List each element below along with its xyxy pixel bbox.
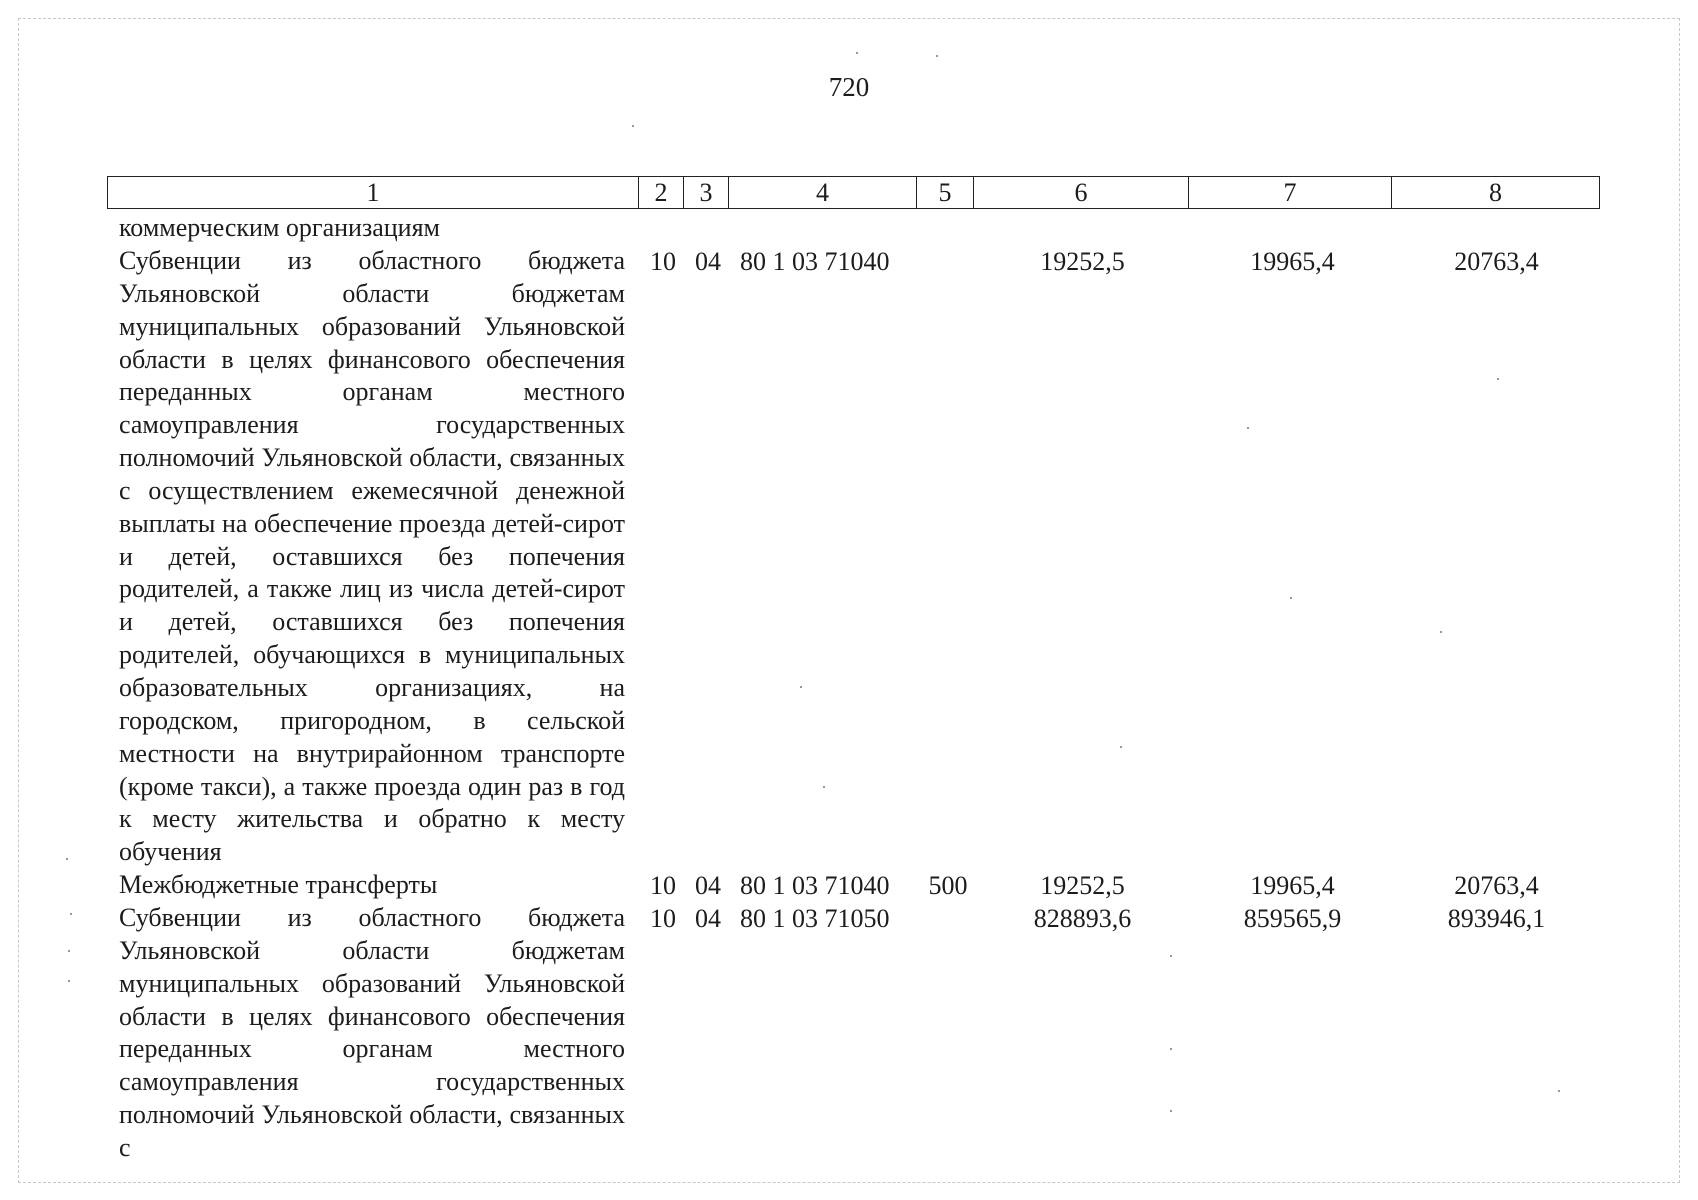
column-header: 1: [108, 177, 639, 209]
row-code-target: 80 1 03 71050: [740, 904, 890, 933]
scan-speck: [70, 913, 72, 915]
scan-speck: [936, 55, 938, 57]
row-code-section: 10: [650, 904, 676, 933]
row-value-col6: 828893,6: [1033, 904, 1132, 933]
scan-speck: [1170, 955, 1172, 957]
column-header: 4: [729, 177, 917, 209]
scan-speck: [1170, 1110, 1172, 1112]
column-header: 5: [917, 177, 974, 209]
row-name: Субвенции из областного бюджета Ульяновской области бюджетам муниципальных образований Ульяновской области в целях финансового обеспечения переданных органам местного самоуправления государственных полномочий Ульяновской области, связанных с: [119, 903, 625, 1162]
row-value-col8: 20763,4: [1454, 247, 1539, 276]
row-value-col7: 859565,9: [1243, 904, 1342, 933]
column-header: 8: [1392, 177, 1600, 209]
row-name: коммерческим организациям: [119, 213, 441, 242]
scan-speck: [800, 686, 802, 688]
column-header-table: [107, 176, 1600, 209]
row-code-target: 80 1 03 71040: [740, 247, 890, 276]
scan-speck: [1120, 746, 1122, 748]
scan-speck: [856, 52, 858, 54]
scan-speck: [1440, 631, 1442, 633]
scan-speck: [66, 858, 68, 860]
scan-speck: [1247, 427, 1249, 429]
row-value-col6: 19252,5: [1040, 247, 1125, 276]
scan-speck: [1497, 378, 1499, 380]
column-header-row: [108, 177, 1600, 209]
scan-speck: [632, 125, 634, 127]
scan-speck: [1170, 1048, 1172, 1050]
column-header: 7: [1189, 177, 1392, 209]
row-value-col7: 19965,4: [1250, 871, 1335, 900]
row-name: Субвенции из областного бюджета Ульяновской области бюджетам муниципальных образований Ульяновской области в целях финансового обеспечения переданных органам местного самоуправления государственных полномочий Ульяновской области, связанных с осуществлением ежемесячной денежной выплаты на обеспечение проезда детей-сирот и детей, оставшихся без попечения родителей, а также лиц из числа детей-сирот и детей, оставшихся без попечения родителей, обучающихся в муниципальных образовательных организациях, на городском, пригородном, в сельской местности на внутрирайонном транспорте (кроме такси), а также проезда один раз в год к месту жительства и обратно к месту обучения: [119, 246, 625, 867]
row-code-section: 10: [650, 871, 676, 900]
row-value-col8: 20763,4: [1454, 871, 1539, 900]
column-header: 2: [639, 177, 684, 209]
row-code-type: 500: [928, 871, 968, 900]
page-number: 720: [828, 72, 870, 102]
scan-speck: [823, 786, 825, 788]
row-code-subsection: 04: [695, 871, 721, 900]
row-code-section: 10: [650, 247, 676, 276]
row-value-col6: 19252,5: [1040, 871, 1125, 900]
scan-speck: [1558, 1090, 1560, 1092]
row-code-target: 80 1 03 71040: [740, 871, 890, 900]
column-header: 3: [684, 177, 729, 209]
column-header: 6: [974, 177, 1189, 209]
row-value-col8: 893946,1: [1447, 904, 1546, 933]
row-value-col7: 19965,4: [1250, 247, 1335, 276]
scan-speck: [1290, 597, 1292, 599]
row-code-subsection: 04: [695, 247, 721, 276]
row-code-subsection: 04: [695, 904, 721, 933]
scan-speck: [68, 980, 70, 982]
scan-speck: [68, 950, 70, 952]
row-name: Межбюджетные трансферты: [119, 870, 438, 899]
